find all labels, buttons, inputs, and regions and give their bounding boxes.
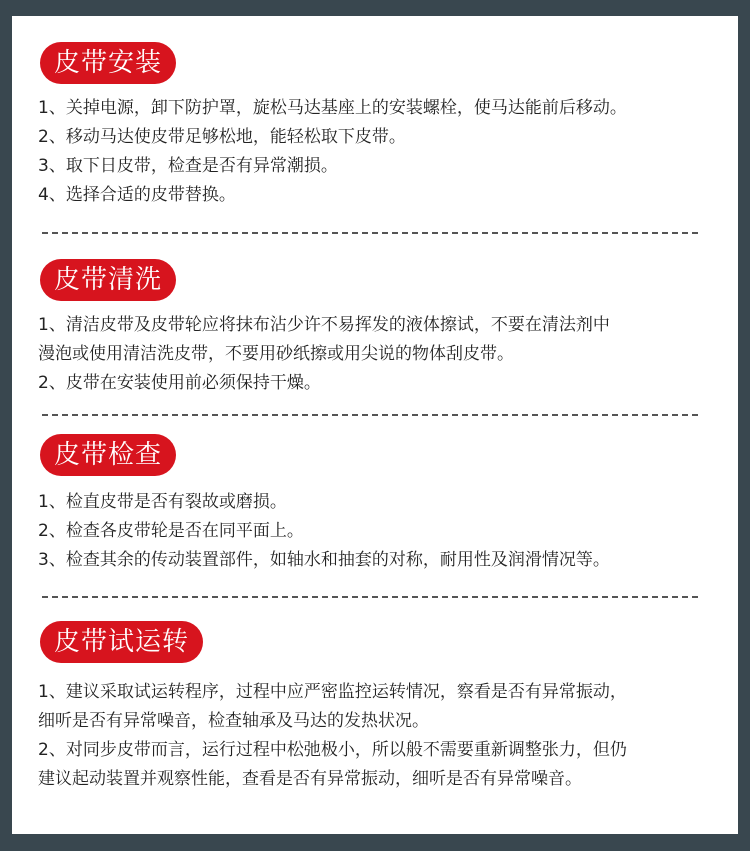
text-line: 细听是否有异常噪音，检查轴承及马达的发热状况。	[38, 711, 429, 731]
text-line: 1、建议采取试运转程序，过程中应严密监控运转情况，察看是否有异常振动，	[38, 682, 627, 702]
text-line: 4、选择合适的皮带替换。	[38, 185, 236, 205]
text-line: 2、对同步皮带而言，运行过程中松弛极小，所以般不需要重新调整张力，但仍	[38, 740, 627, 760]
section-title-badge: 皮带试运转	[40, 621, 203, 663]
section-text-list	[38, 488, 728, 575]
text-line: 1、清洁皮带及皮带轮应将抹布沾少许不易挥发的液体擦试，不要在清法剂中	[38, 315, 610, 335]
section-divider	[42, 232, 698, 234]
text-line: 1、关掉电源，卸下防护罩，旋松马达基座上的安装螺栓，使马达能前后移动。	[38, 98, 627, 118]
text-line: 建议起动装置并观察性能，查看是否有异常振动，细听是否有异常噪音。	[38, 769, 582, 789]
section-text-list	[38, 311, 728, 398]
text-line: 3、检查其余的传动装置部件，如轴水和抽套的对称，耐用性及润滑情况等。	[38, 550, 610, 570]
section-text-list	[38, 94, 728, 210]
section-divider	[42, 414, 698, 416]
content-panel	[12, 16, 738, 834]
section-divider	[42, 596, 698, 598]
text-line: 漫泡或使用清洁洗皮带，不要用砂纸擦或用尖说的物体刮皮带。	[38, 344, 514, 364]
section-text-list	[38, 678, 728, 794]
text-line: 2、皮带在安装使用前必须保持干燥。	[38, 373, 321, 393]
section-title-badge: 皮带检查	[40, 434, 176, 476]
text-line: 1、检直皮带是否有裂故或磨损。	[38, 492, 287, 512]
section-title-badge: 皮带安装	[40, 42, 176, 84]
section-title-badge: 皮带清洗	[40, 259, 176, 301]
text-line: 3、取下日皮带，检查是否有异常潮损。	[38, 156, 338, 176]
text-line: 2、移动马达使皮带足够松地，能轻松取下皮带。	[38, 127, 406, 147]
text-line: 2、检查各皮带轮是否在同平面上。	[38, 521, 304, 541]
